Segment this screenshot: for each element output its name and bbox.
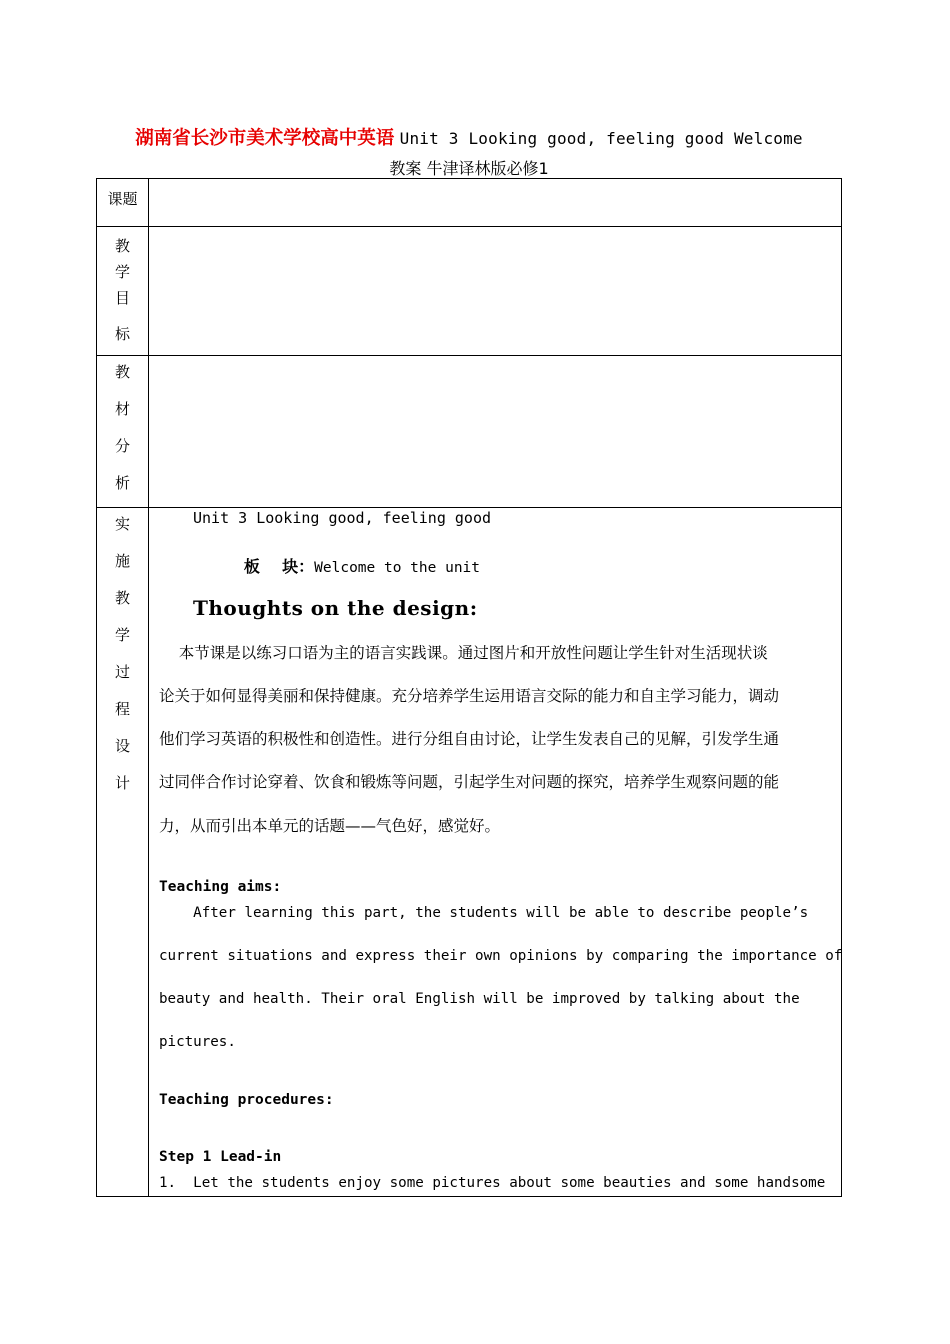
label-procedure xyxy=(97,508,149,1197)
label-topic xyxy=(97,179,149,227)
section-value: Welcome to the unit xyxy=(314,560,481,576)
title-subtitle: 教案 牛津译林版必修1 xyxy=(389,159,549,178)
label-procedure-char: 实 xyxy=(114,515,130,533)
aims-paragraph-line: beauty and health. Their oral English will be improved by talking about the xyxy=(159,991,800,1007)
aims-paragraph-line: After learning this part, the students will be able to describe people’s xyxy=(159,905,809,921)
label-procedure-char: 学 xyxy=(114,626,130,644)
aims-paragraph-line: current situations and express their own opinions by comparing the importance of xyxy=(159,948,843,964)
title-unit: Unit 3 Looking good, feeling good Welcome xyxy=(399,129,803,148)
label-objectives-char: 教 xyxy=(114,237,130,255)
label-materials-char: 析 xyxy=(114,474,130,492)
label-objectives-char: 学 xyxy=(114,263,130,281)
design-paragraph-line: 力，从而引出本单元的话题——气色好，感觉好。 xyxy=(159,817,501,835)
step1-heading: Step 1 Lead-in xyxy=(159,1149,282,1165)
label-procedure-char: 程 xyxy=(114,700,130,718)
cell-materials xyxy=(149,356,842,508)
design-heading: Thoughts on the design: xyxy=(193,596,478,620)
unit-line: Unit 3 Looking good, feeling good xyxy=(193,509,492,527)
label-objectives xyxy=(97,227,149,356)
label-procedure-char: 教 xyxy=(114,589,130,607)
document-title xyxy=(96,124,842,184)
design-paragraph-line: 论关于如何显得美丽和保持健康。充分培养学生运用语言交际的能力和自主学习能力，调动 xyxy=(159,687,780,705)
title-school: 湖南省长沙市美术学校高中英语 xyxy=(135,128,395,149)
aims-heading: Teaching aims: xyxy=(159,879,282,895)
label-procedure-char: 过 xyxy=(114,663,130,681)
label-objectives-char: 标 xyxy=(114,325,130,343)
design-paragraph-line: 他们学习英语的积极性和创造性。进行分组自由讨论，让学生发表自己的见解，引发学生通 xyxy=(159,730,780,748)
cell-objectives xyxy=(149,227,842,356)
label-procedure-char: 施 xyxy=(114,552,130,570)
section-line xyxy=(193,535,480,596)
label-materials xyxy=(97,356,149,508)
cell-topic xyxy=(149,179,842,227)
label-materials-char: 分 xyxy=(114,437,130,455)
aims-paragraph-line: pictures. xyxy=(159,1034,236,1050)
label-objectives-char: 目 xyxy=(114,289,130,307)
cell-procedure xyxy=(149,508,842,1197)
label-procedure-char: 计 xyxy=(114,774,130,792)
step1-item: 1. Let the students enjoy some pictures about some beauties and some handsome xyxy=(159,1175,826,1191)
label-materials-char: 材 xyxy=(114,400,130,418)
section-label: 板 块： xyxy=(243,557,315,576)
procedures-heading: Teaching procedures: xyxy=(159,1092,334,1108)
lesson-plan-table xyxy=(96,178,842,1197)
label-procedure-char: 设 xyxy=(114,737,130,755)
design-paragraph-line: 本节课是以练习口语为主的语言实践课。通过图片和开放性问题让学生针对生活现状谈 xyxy=(159,644,768,662)
label-materials-char: 教 xyxy=(114,363,130,381)
design-paragraph-line: 过同伴合作讨论穿着、饮食和锻炼等问题，引起学生对问题的探究，培养学生观察问题的能 xyxy=(159,773,780,791)
label-topic-text: 课题 xyxy=(107,190,138,208)
